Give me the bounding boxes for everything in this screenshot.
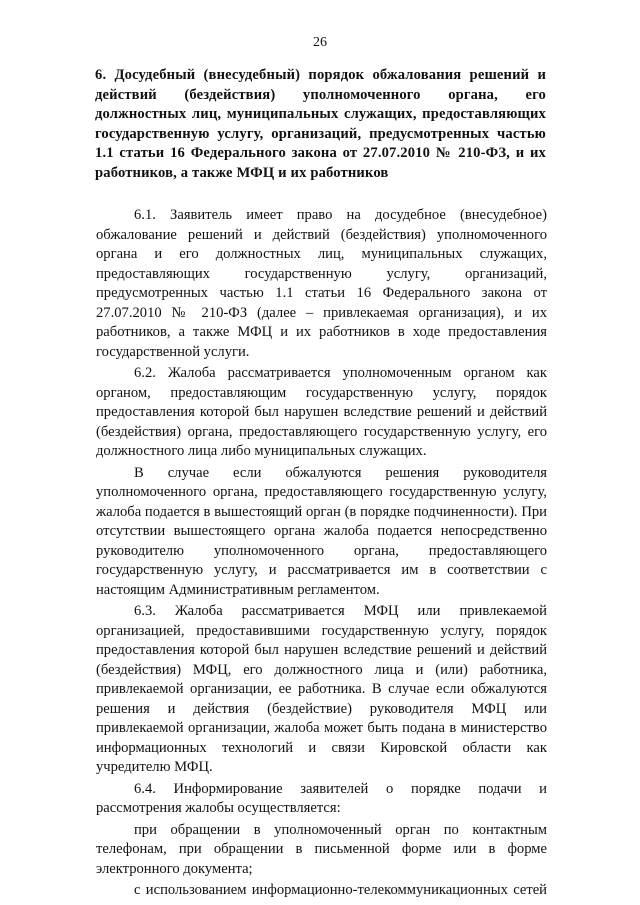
paragraph-6-1: 6.1. Заявитель имеет право на досудебное (внесудебное) обжалование решений и действий (бездействия) уполномоченного органа и его должностных лиц, муниципальных служащих, предоставляющих государственную услугу, организаций, предусмотренных частью 1.1 статьи 16 Федерального закона от 27.07.2010 № 210-ФЗ (далее – привлекаемая организация), и их работников, а также МФЦ и их работников в ходе предоставления государственной услуги. — [96, 207, 547, 360]
page-number: 26 — [313, 35, 327, 50]
section-heading: 6. Досудебный (внесудебный) порядок обжалования решений и действий (бездействия) уполномоченного органа, его должностных лиц, муниципальных служащих, предоставляющих государственную услугу, организаций, предусмотренных частью 1.1 статьи 16 Федерального закона от 27.07.2010 № 210-ФЗ, и их работников, а также МФЦ и их работников — [95, 67, 546, 181]
paragraph-6-4: 6.4. Информирование заявителей о порядке подачи и рассмотрения жалобы осуществляется: — [96, 780, 547, 816]
paragraph-6-2: 6.2. Жалоба рассматривается уполномоченным органом как органом, предоставляющим государственную услугу, порядок предоставления которой был нарушен вследствие решений и действий (бездействия) органа, предоставляющего государственную услугу, его должностного лица либо муниципальных служащих. — [96, 365, 547, 459]
section-body — [96, 206, 547, 903]
paragraph-6-2-appeal: В случае если обжалуются решения руководителя уполномоченного органа, предоставляющего государственную услугу, жалоба подается в вышестоящий орган (в порядке подчиненности). При отсутствии вышестоящего органа жалоба подается непосредственно руководителю уполномоченного органа, предоставляющего государственную услугу, и рассматривается им в соответствии с настоящим Административным регламентом. — [96, 464, 547, 598]
paragraph-6-4-phone: при обращении в уполномоченный орган по контактным телефонам, при обращении в письменной форме или в форме электронного документа; — [96, 821, 547, 877]
paragraph-6-4-networks: с использованием информационно-телекоммуникационных сетей — [134, 882, 547, 898]
paragraph-6-3: 6.3. Жалоба рассматривается МФЦ или привлекаемой организацией, предоставившими государственную услугу, порядок предоставления которой был нарушен вследствие решений и действий (бездействия) МФЦ, его должностного лица и (или) работника, привлекаемой организации, ее работника. В случае если обжалуются решения и действия (бездействие) руководителя МФЦ или привлекаемой организации, жалоба может быть подана в министерство информационных технологий и связи Кировской области как учредителю МФЦ. — [96, 603, 547, 775]
